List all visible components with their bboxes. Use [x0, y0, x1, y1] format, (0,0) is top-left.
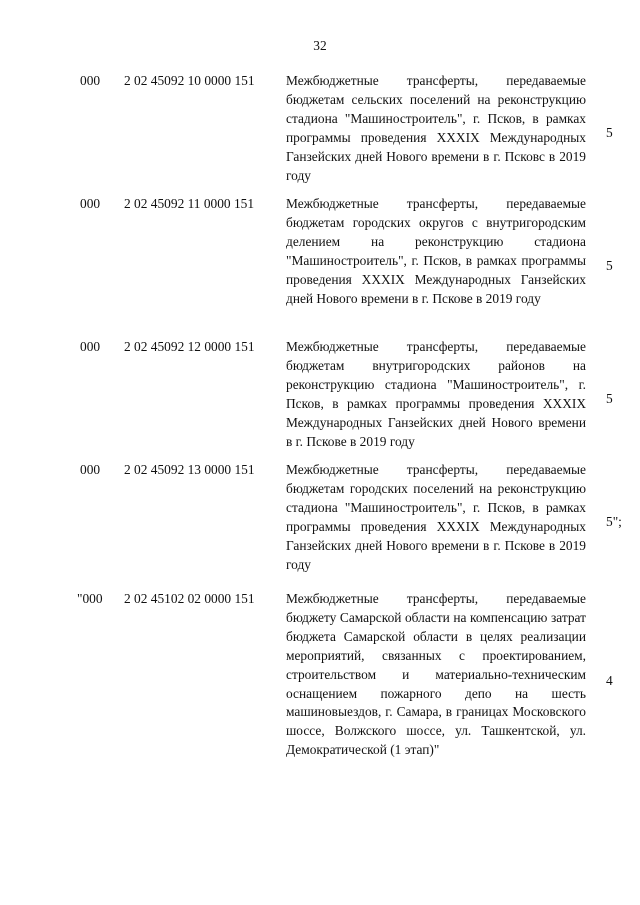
row-kbk-code: 2 02 45092 12 0000 151	[124, 339, 255, 354]
table-row	[0, 590, 640, 770]
table-row	[0, 338, 640, 460]
row-description: Межбюджетные трансферты, передаваемые бюджетам городских поселений на реконструкцию стадиона "Машиностроитель", г. Псков, в рамках программы проведения XXXIX Международных Ганзейских дней Нового времени в г. Пскове в 2019 году	[286, 462, 586, 572]
row-code: 000	[80, 339, 101, 354]
row-value: 5	[606, 391, 613, 406]
row-code: "000	[77, 591, 103, 606]
row-kbk-code: 2 02 45102 02 0000 151	[124, 591, 255, 606]
row-code: 000	[80, 462, 101, 477]
table-row	[0, 195, 640, 337]
row-kbk-code: 2 02 45092 11 0000 151	[124, 196, 255, 211]
page-number: 32	[313, 38, 327, 53]
table-row	[0, 72, 640, 194]
row-kbk-code: 2 02 45092 13 0000 151	[124, 462, 255, 477]
row-code: 000	[80, 196, 101, 211]
row-description: Межбюджетные трансферты, передаваемые бюджету Самарской области на компенсацию затрат бюджета Самарской области в целях реализации мероприятий, связанных с проектированием, строительством и материально-техническим оснащением пожарного депо на шесть машиновыездов, г. Самара, в границах Московского шоссе, Волжского шоссе, ул. Ташкентской, ул. Демократической (1 этап)"	[286, 591, 586, 758]
row-value: 5";	[606, 514, 622, 529]
row-description: Межбюджетные трансферты, передаваемые бюджетам внутригородских районов на реконструкцию стадиона "Машиностроитель", г. Псков, в рамках программы проведения XXXIX Международных Ганзейских дней Нового времени в г. Пскове в 2019 году	[286, 339, 586, 449]
row-description: Межбюджетные трансферты, передаваемые бюджетам сельских поселений на реконструкцию стадиона "Машиностроитель", г. Псков, в рамках программы проведения XXXIX Международных Ганзейских дней Нового времени в г. Псковс в 2019 году	[286, 73, 586, 183]
row-value: 5	[606, 125, 613, 140]
row-kbk-code: 2 02 45092 10 0000 151	[124, 73, 255, 88]
row-value: 4	[606, 673, 613, 688]
row-description: Межбюджетные трансферты, передаваемые бюджетам городских округов с внутригородским делением на реконструкцию стадиона "Машиностроитель", г. Псков, в рамках программы проведения XXXIX Международных Ганзейских дней Нового времени в г. Пскове в 2019 году	[286, 196, 586, 306]
row-code: 000	[80, 73, 101, 88]
row-value: 5	[606, 258, 613, 273]
table-row	[0, 461, 640, 583]
